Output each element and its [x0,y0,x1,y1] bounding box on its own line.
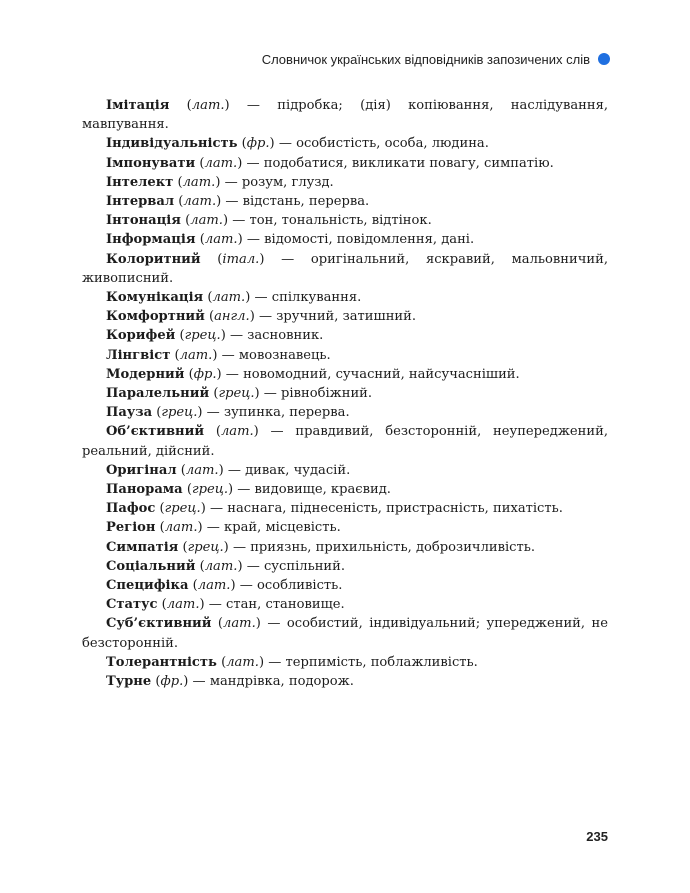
entry-language: лат. [204,232,238,248]
entry-term: Комунікація [106,290,204,306]
entry-term: Симпатія [106,539,179,555]
entry-definition: суспільний. [263,558,346,574]
entry-definition: наснага, піднесеність, пристрасність, пихатість. [227,501,563,517]
entry-language: лат. [190,213,223,229]
entry-term: Соціальний [106,558,196,574]
entry-definition: приязнь, прихильність, доброзичливість. [250,539,536,555]
entry-term: Толерантність [106,654,217,670]
entry-definition: правдивий, безсторонній, неупереджений, реальний, дійсний. [82,424,609,459]
entry-language: грец. [191,482,228,498]
glossary-entry: Лінгвіст (лат.) — мовознавець. [106,347,331,363]
entry-definition: подобатися, викликати повагу, симпатію. [263,155,554,171]
entry-term: Колоритний [106,251,201,267]
entry-definition: відомості, повідомлення, дані. [264,232,475,248]
entry-term: Оригінал [106,462,177,478]
entry-language: англ. [214,309,250,325]
glossary-entry: Паралельний (грец.) — рівнобіжний. [106,386,373,402]
glossary-entry: Статус (лат.) — стан, становище. [106,597,345,613]
entry-language: лат. [191,98,225,113]
glossary-entry: Комунікація (лат.) — спілкування. [106,290,362,306]
glossary-entry: Оригінал (лат.) — дивак, чудасій. [106,462,351,478]
entry-language: лат. [164,520,198,536]
entry-language: грец. [161,405,198,421]
entry-definition: терпимість, поблажливість. [285,654,478,670]
entry-language: фр. [246,136,270,152]
entry-term: Пафос [106,501,156,517]
entry-term: Імітація [106,98,170,113]
entry-term: Корифей [106,328,176,344]
entry-term: Турне [106,674,152,690]
entry-language: лат. [212,290,246,306]
running-header [262,49,610,69]
entry-term: Лінгвіст [106,347,171,363]
entry-term: Модерний [106,366,185,382]
glossary-entry: Симпатія (грец.) — приязнь, прихильність, доброзичливість. [106,539,536,555]
entry-term: Специфіка [106,578,189,594]
entry-definition: видовище, краєвид. [254,482,391,498]
entry-definition: тон, тональність, відтінок. [249,213,432,229]
entry-definition: зручний, затишний. [276,309,417,325]
entry-definition: новомодний, сучасний, найсучасніший. [243,366,520,382]
entry-term: Імпонувати [106,155,196,171]
entry-definition: засновник. [247,328,324,344]
entry-language: лат. [179,347,213,363]
entry-language: італ. [222,251,260,267]
glossary-entry: Специфіка (лат.) — особливість. [106,578,343,594]
entry-definition: дивак, чудасій. [245,462,351,478]
glossary-entry: Корифей (грец.) — засновник. [106,328,324,344]
glossary-entry: Пауза (грец.) — зупинка, перерва. [106,405,350,421]
entry-definition: мовознавець. [238,347,331,363]
entry-language: лат. [185,462,219,478]
entry-term: Суб’єктивний [106,616,212,632]
entry-definition: особистість, особа, людина. [296,136,489,152]
entry-definition: мандрівка, подорож. [209,674,354,690]
entry-term: Інтонація [106,213,181,229]
glossary-entry: Соціальний (лат.) — суспільний. [106,558,346,574]
entry-definition: відстань, перерва. [242,194,370,210]
glossary-entry: Імпонувати (лат.) — подобатися, викликати повагу, симпатію. [106,155,554,171]
entry-definition: особливість. [257,578,343,594]
entry-language: лат. [197,578,231,594]
entry-definition: стан, становище. [226,597,345,613]
glossary-entry: Інформація (лат.) — відомості, повідомлення, дані. [106,232,475,248]
entry-definition: край, місцевість. [224,520,341,536]
entry-language: грец. [164,501,201,517]
glossary-entry: Імітація (лат.) — підробка; (дія) копіювання, наслідування, мавпування. [82,98,609,133]
entry-language: грец. [184,328,221,344]
glossary-entry: Модерний (фр.) — новомодний, сучасний, найсучасніший. [106,366,520,382]
glossary-entries [82,96,608,691]
glossary-entry: Пафос (грец.) — наснага, піднесеність, пристрасність, пихатість. [106,501,563,517]
glossary-entry: Колоритний (італ.) — оригінальний, яскравий, мальовничий, живописний. [82,251,609,286]
glossary-entry: Суб’єктивний (лат.) — особистий, індивідуальний; упереджений, не безсторонній. [82,616,608,651]
entry-term: Інформація [106,232,196,248]
glossary-entry: Регіон (лат.) — край, місцевість. [106,520,341,536]
entry-language: лат. [226,654,259,670]
entry-definition: розум, глузд. [241,174,334,190]
entry-term: Статус [106,597,158,613]
entry-language: лат. [204,558,238,574]
entry-definition: особистий, індивідуальний; упереджений, не безсторонній. [82,616,608,651]
glossary-entry: Інтонація (лат.) — тон, тональність, відтінок. [106,213,432,229]
entry-term: Індивідуальність [106,136,238,152]
entry-language: лат. [182,174,216,190]
entry-language: лат. [220,424,254,440]
entry-term: Інтервал [106,194,175,210]
glossary-entry: Інтервал (лат.) — відстань, перерва. [106,194,370,210]
entry-language: лат. [223,616,256,632]
entry-definition: рівнобіжний. [281,386,373,402]
blue-dot-icon [598,53,610,65]
entry-language: грец. [218,386,255,402]
entry-term: Пауза [106,405,153,421]
entry-term: Регіон [106,520,156,536]
entry-language: фр. [160,674,184,690]
running-header-title: Словничок українських відповідників запозичених слів [261,51,590,67]
entry-definition: підробка; (дія) копіювання, наслідування, мавпування. [82,98,609,133]
entry-term: Панорама [106,482,183,498]
glossary-entry: Об’єктивний (лат.) — правдивий, безсторонній, неупереджений, реальний, дійсний. [82,424,609,459]
entry-language: грец. [187,539,224,555]
glossary-entry: Толерантність (лат.) — терпимість, поблажливість. [106,654,478,670]
entry-term: Паралельний [106,386,210,402]
page-number: 235 [586,829,608,844]
glossary-entry: Індивідуальність (фр.) — особистість, особа, людина. [106,136,489,152]
glossary-entry: Турне (фр.) — мандрівка, подорож. [106,674,354,690]
glossary-entry: Комфортний (англ.) — зручний, затишний. [106,309,417,325]
entry-language: фр. [193,366,217,382]
entry-term: Об’єктивний [106,424,205,440]
entry-language: лат. [166,597,200,613]
entry-language: лат. [183,194,217,210]
entry-definition: оригінальний, яскравий, мальовничий, живописний. [82,251,609,286]
entry-term: Комфортний [106,309,205,325]
entry-term: Інтелект [106,174,174,190]
glossary-entry: Панорама (грец.) — видовище, краєвид. [106,482,391,498]
entry-definition: спілкування. [271,290,362,306]
entry-language: лат. [204,155,238,171]
glossary-entry: Інтелект (лат.) — розум, глузд. [106,174,334,190]
entry-definition: зупинка, перерва. [223,405,350,421]
